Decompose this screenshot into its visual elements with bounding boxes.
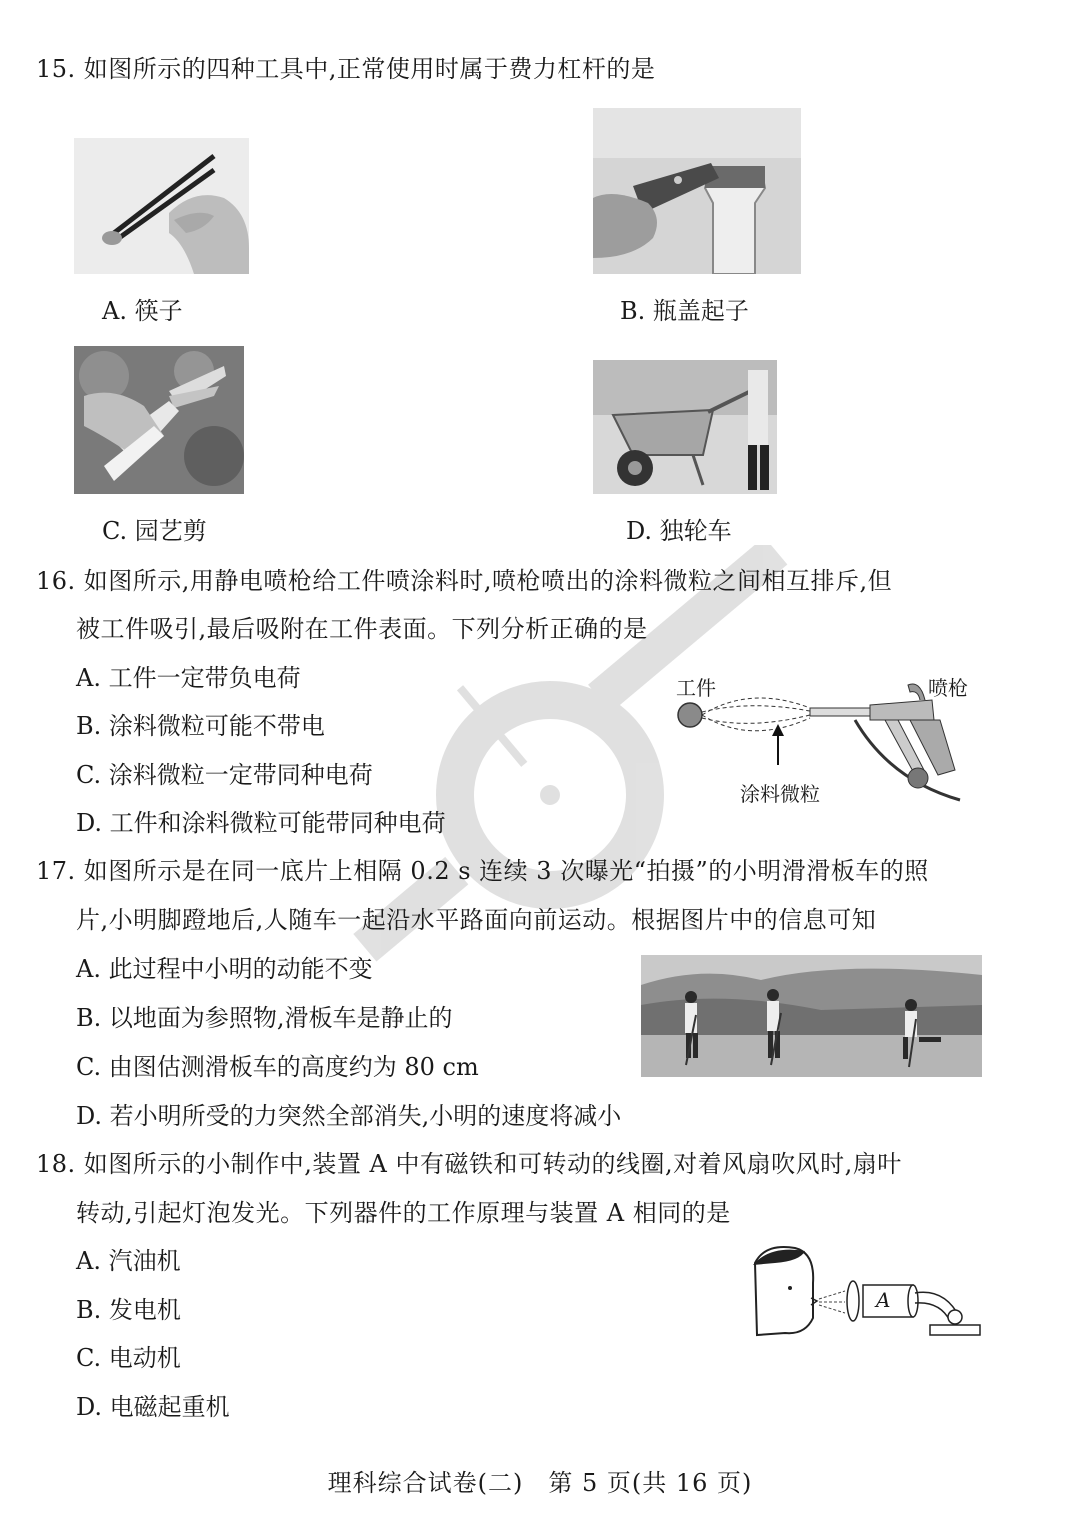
q17-stem-line1: 17. 如图所示是在同一底片上相隔 0.2 s 连续 3 次曝光“拍摄”的小明滑滑板车的照 <box>36 857 929 885</box>
q17-stem-line2: 片,小明脚蹬地后,人随车一起沿水平路面向前运动。根据图片中的信息可知 <box>76 906 877 934</box>
workpiece-label: 工件 <box>676 676 716 700</box>
q18-option-a: A. 汽油机 <box>76 1247 181 1275</box>
paint-particles-label: 涂料微粒 <box>740 782 820 806</box>
scooter-multi-exposure-photo <box>641 955 982 1077</box>
q15-stem: 15. 如图所示的四种工具中,正常使用时属于费力杠杆的是 <box>36 55 656 83</box>
q16-stem-line1: 16. 如图所示,用静电喷枪给工件喷涂料时,喷枪喷出的涂料微粒之间相互排斥,但 <box>36 567 893 595</box>
q16-stem-line2: 被工件吸引,最后吸附在工件表面。下列分析正确的是 <box>76 615 648 643</box>
q17-option-a: A. 此过程中小明的动能不变 <box>76 955 373 983</box>
bottle-opener-photo <box>593 108 801 274</box>
q18-option-b: B. 发电机 <box>76 1296 181 1324</box>
q17-option-d: D. 若小明所受的力突然全部消失,小明的速度将减小 <box>76 1102 622 1130</box>
q18-option-c: C. 电动机 <box>76 1344 181 1372</box>
wheelbarrow-photo <box>593 360 777 494</box>
q17-option-c: C. 由图估测滑板车的高度约为 80 cm <box>76 1053 479 1081</box>
q15-option-c: C. 园艺剪 <box>102 517 207 545</box>
q17-option-b: B. 以地面为参照物,滑板车是静止的 <box>76 1004 453 1032</box>
q16-option-c: C. 涂料微粒一定带同种电荷 <box>76 761 373 789</box>
q18-stem-line2: 转动,引起灯泡发光。下列器件的工作原理与装置 A 相同的是 <box>76 1199 731 1227</box>
q18-stem-line1: 18. 如图所示的小制作中,装置 A 中有磁铁和可转动的线圈,对着风扇吹风时,扇叶 <box>36 1150 902 1178</box>
garden-shears-photo <box>74 346 244 494</box>
q15-option-a: A. 筷子 <box>102 297 183 325</box>
device-a-label: A <box>876 1288 891 1312</box>
fan-generator-diagram <box>745 1243 985 1348</box>
q18-option-d: D. 电磁起重机 <box>76 1393 230 1421</box>
chopsticks-photo <box>74 138 249 274</box>
page-footer: 理科综合试卷(二) 第 5 页(共 16 页) <box>327 1469 753 1497</box>
q16-option-a: A. 工件一定带负电荷 <box>76 664 301 692</box>
q15-option-b: B. 瓶盖起子 <box>620 297 749 325</box>
spray-gun-label: 喷枪 <box>928 676 968 700</box>
q15-option-d: D. 独轮车 <box>626 517 732 545</box>
q16-option-d: D. 工件和涂料微粒可能带同种电荷 <box>76 809 446 837</box>
q16-option-b: B. 涂料微粒可能不带电 <box>76 712 325 740</box>
